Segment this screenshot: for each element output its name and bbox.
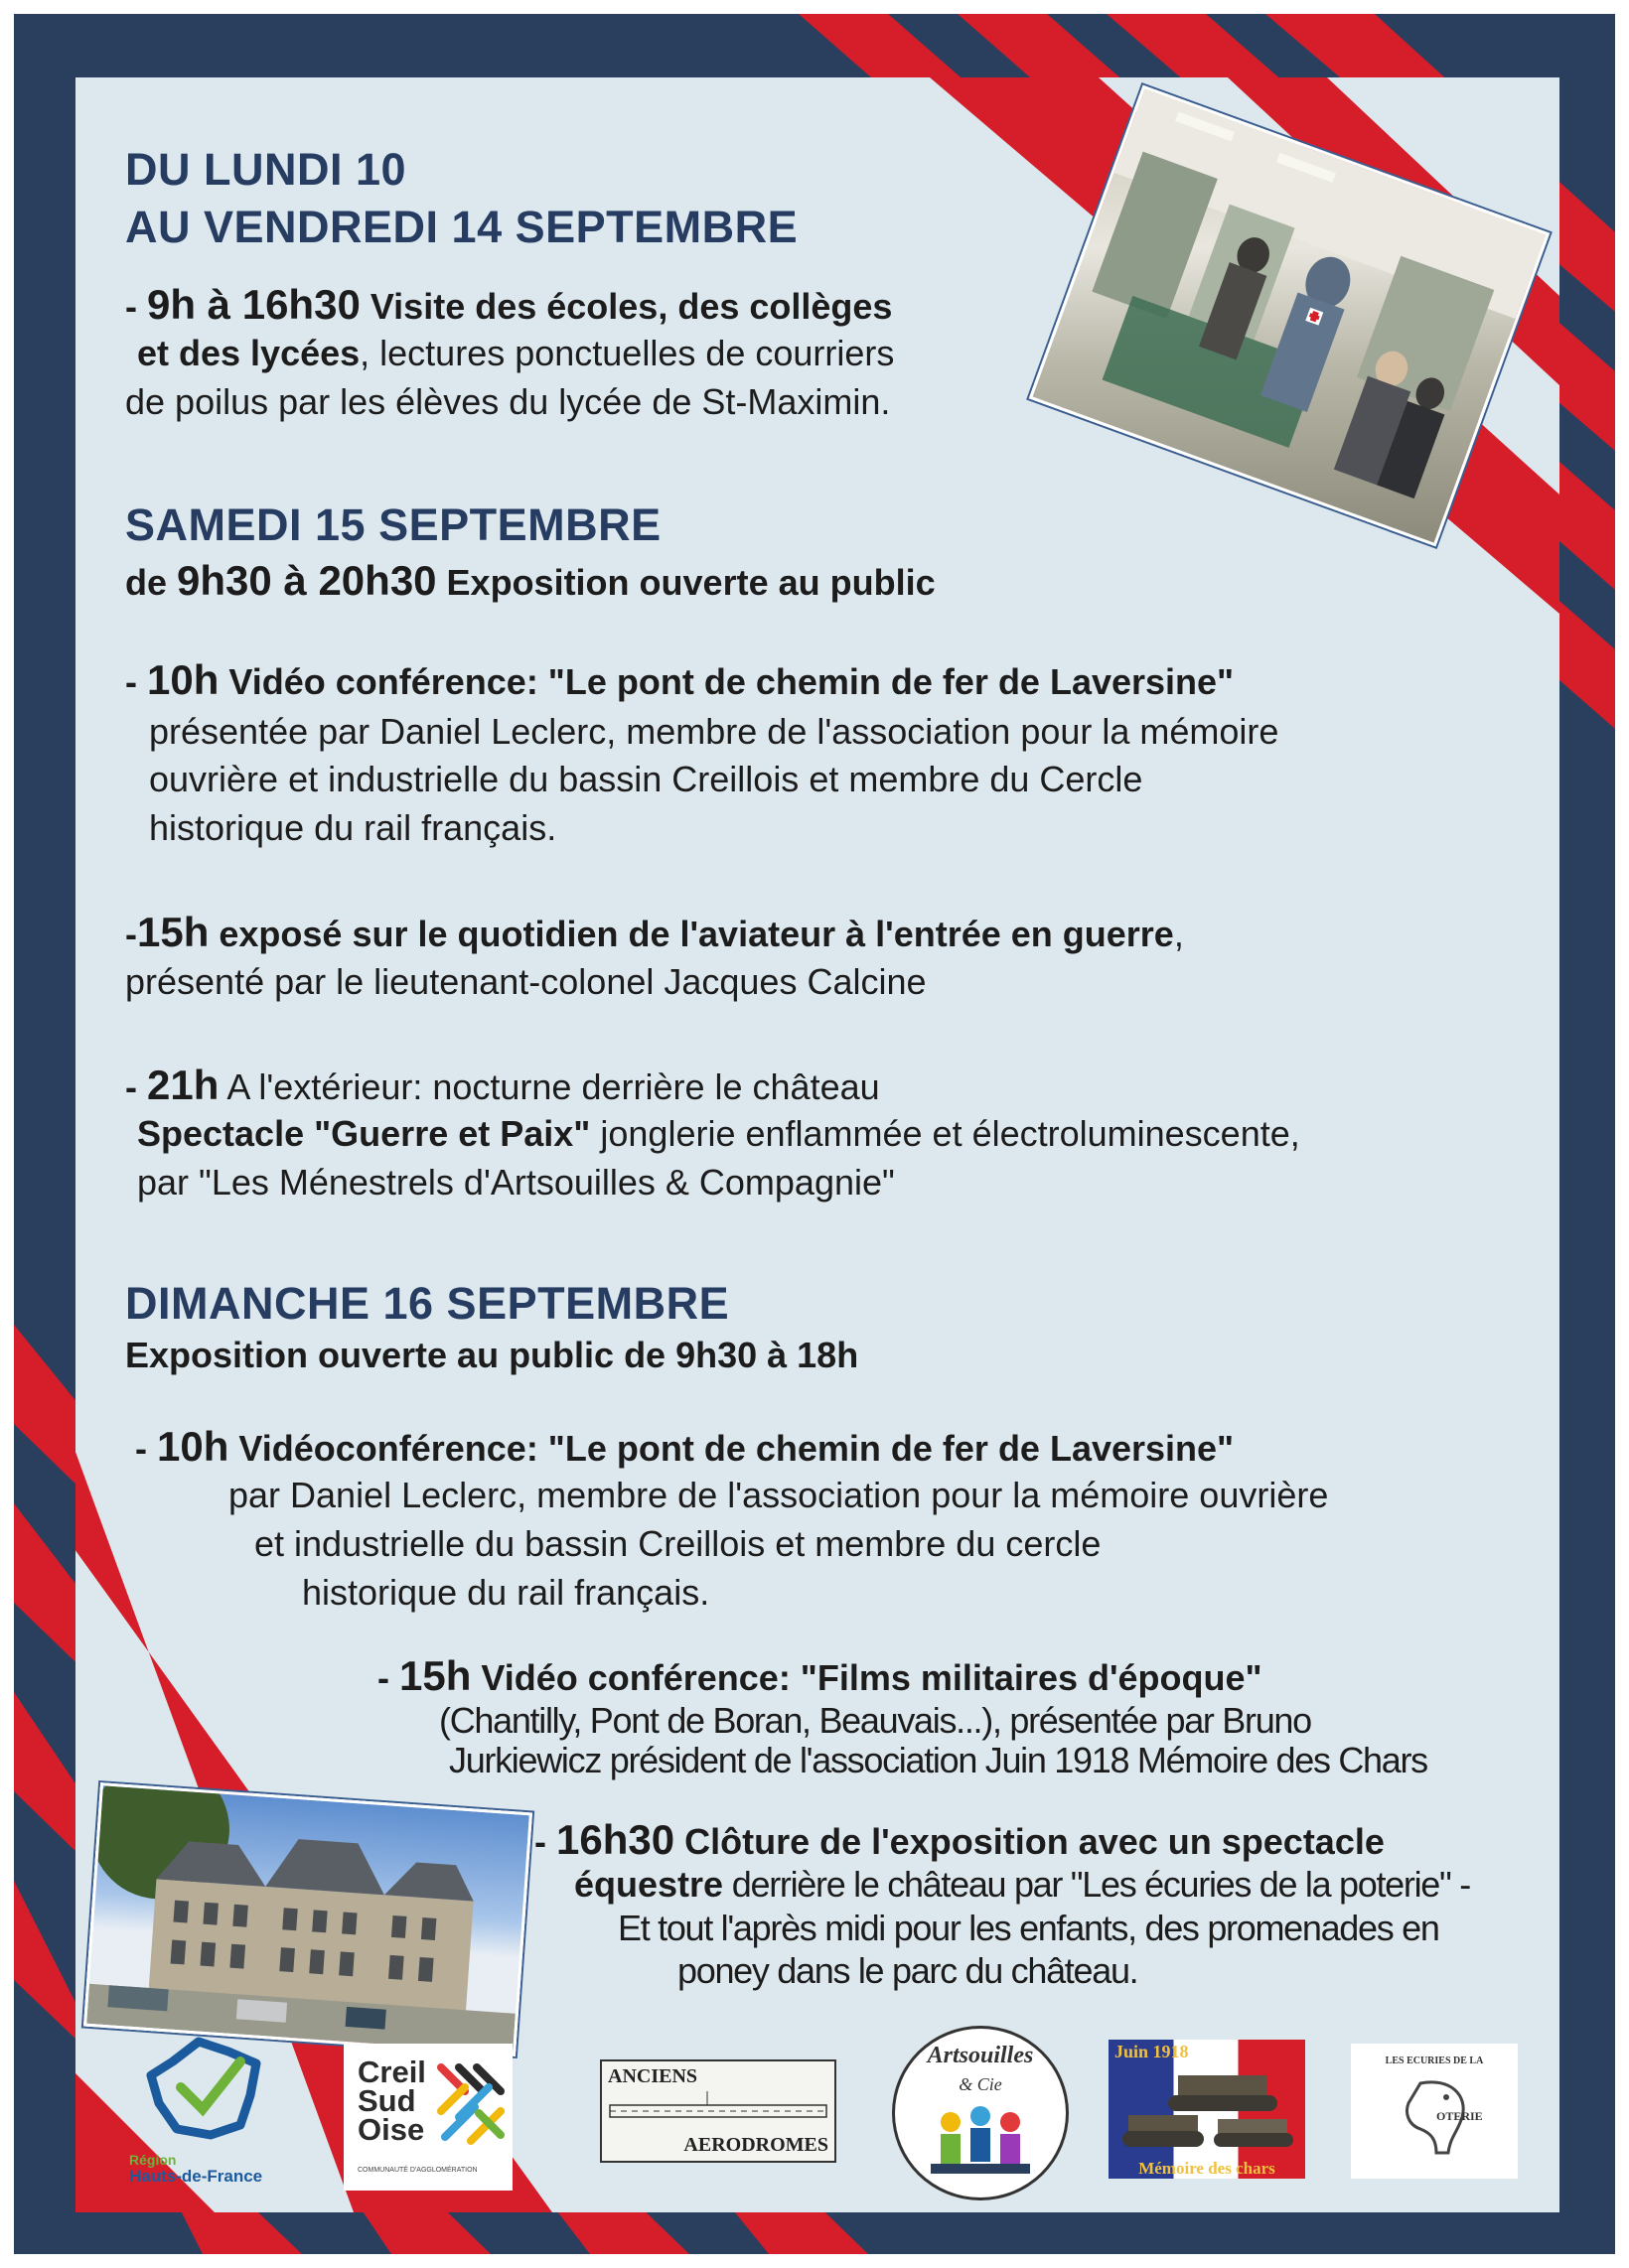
anciens-label: ANCIENS [608,2065,698,2087]
time-10h: 10h [147,656,220,703]
heading-week-line2: AU VENDREDI 14 SEPTEMBRE [125,202,799,252]
tank-icon [1118,2069,1297,2151]
logo-anciens-aerodromes [600,2059,836,2163]
heading-week [125,141,798,256]
dash: - [125,914,137,954]
time-15h: 15h [137,909,210,955]
dash: - [125,661,147,702]
dash: - [534,1821,556,1862]
creil-word: Creil [358,2055,426,2089]
cloture-title: Clôture de l'exposition avec un spectacle [674,1821,1385,1862]
comma: , [1173,914,1184,954]
dimanche-15h-line2: (Chantilly, Pont de Boran, Beauvais...), présentée par Bruno [439,1700,1311,1741]
samedi-10h-line2: présentée par Daniel Leclerc, membre de l'association pour la mémoire [149,711,1279,752]
dimanche-15h-line1 [377,1651,1262,1702]
samedi-21h-line3: par "Les Ménestrels d'Artsouilles & Compagnie" [137,1162,895,1203]
dash: - [135,1428,157,1469]
samedi-10h-line1 [125,655,1234,706]
dimanche-10h-line1 [135,1422,1234,1473]
jonglerie-text: jonglerie enflammée et électroluminescente, [590,1113,1300,1154]
exterior-text: A l'extérieur: nocturne derrière le château [219,1066,880,1107]
juin-subtitle: Mémoire des chars [1138,2159,1275,2178]
dash: - [377,1657,399,1698]
time-10h: 10h [157,1423,229,1470]
visit-title: Visite des écoles, des collèges [360,286,893,327]
week-item-line2 [137,329,894,377]
time-15h: 15h [399,1652,472,1699]
region-france-map-icon [129,2034,288,2143]
samedi-15h-line1 [125,908,1184,958]
logo-ecuries-poterie [1351,2044,1518,2179]
creil-subtitle: COMMUNAUTÉ D'AGGLOMÉRATION [358,2167,478,2174]
dimanche-10h-line2: par Daniel Leclerc, membre de l'association pour la mémoire ouvrière [228,1475,1329,1515]
chateau-photo [83,1782,532,2056]
equestre-label: équestre [574,1864,724,1905]
logo-artsouilles [892,2026,1069,2200]
videoconference-title: Vidéoconférence: "Le pont de chemin de fer de Laversine" [228,1428,1235,1469]
time-16h30: 16h30 [556,1816,675,1863]
heading-dimanche: DIMANCHE 16 SEPTEMBRE [125,1278,730,1329]
dimanche-10h-line3: et industrielle du bassin Creillois et membre du cercle [254,1523,1102,1564]
lectures-text: , lectures ponctuelles de courriers [360,333,895,373]
heading-week-line1: DU LUNDI 10 [125,144,407,195]
dimanche-16h30-line3: Et tout l'après midi pour les enfants, des promenades en [618,1908,1439,1948]
time-9h30-20h30: 9h30 à 20h30 [177,557,437,604]
samedi-10h-line3: ouvrière et industrielle du bassin Creillois et membre du Cercle [149,759,1143,799]
time-9h-16h30: 9h à 16h30 [147,281,361,328]
ecuries-text: derrière le château par "Les écuries de la poterie" [723,1864,1451,1905]
creil-weave-icon [435,2061,507,2147]
sub-text: Exposition ouverte au public [436,562,936,603]
week-item-line1 [125,280,892,331]
sub-prefix: de [125,562,178,603]
dash: - [125,1066,147,1107]
samedi-21h-line2 [137,1109,1300,1158]
dimanche-16h30-line2 [574,1860,1470,1909]
logo-juin-1918 [1109,2040,1305,2179]
heading-samedi: SAMEDI 15 SEPTEMBRE [125,499,662,550]
films-title: Vidéo conférence: "Films militaires d'époque" [471,1657,1262,1698]
logo-region-hauts-de-france [129,2034,288,2186]
samedi-10h-line4: historique du rail français. [149,807,557,848]
runway-icon [608,2091,828,2131]
dimanche-10h-line4: historique du rail français. [302,1572,710,1613]
ecuries-label: LES ECURIES DE LA [1385,2055,1484,2066]
sud-word: Sud [358,2083,416,2118]
artsouilles-label: Artsouilles [927,2043,1034,2068]
conference-title: Vidéo conférence: "Le pont de chemin de fer de Laversine" [219,661,1235,702]
week-item-line3: de poilus par les élèves du lycée de St-Maximin. [125,381,891,422]
samedi-21h-line1 [125,1061,880,1111]
jugglers-icon [921,2102,1040,2182]
samedi-subtitle [125,556,936,607]
dimanche-16h30-line1 [534,1815,1385,1866]
samedi-15h-line2: présenté par le lieutenant-colonel Jacques Calcine [125,961,927,1002]
oterie-label: OTERIE [1436,2109,1483,2123]
dimanche-16h30-line4: poney dans le parc du château. [677,1950,1138,1991]
aerodromes-label: AERODROMES [683,2134,828,2156]
dimanche-15h-line3: Jurkiewicz président de l'association Juin 1918 Mémoire des Chars [449,1740,1427,1780]
juin-label: Juin 1918 [1114,2042,1189,2061]
lycees-label: et des lycées [137,333,361,373]
dash: - [125,286,147,327]
region-label: Région [129,2152,177,2168]
time-21h: 21h [147,1062,220,1108]
spectacle-title: Spectacle "Guerre et Paix" [137,1113,591,1154]
expose-title: exposé sur le quotidien de l'aviateur à l'entrée en guerre [209,914,1174,954]
logo-creil-sud-oise [344,2044,513,2191]
trailing-dash: - [1450,1864,1470,1905]
oise-word: Oise [358,2112,425,2147]
dimanche-subtitle: Exposition ouverte au public de 9h30 à 18h [125,1335,859,1375]
region-name: Hauts-de-France [129,2167,263,2186]
artsouilles-cie: & Cie [959,2074,1002,2094]
